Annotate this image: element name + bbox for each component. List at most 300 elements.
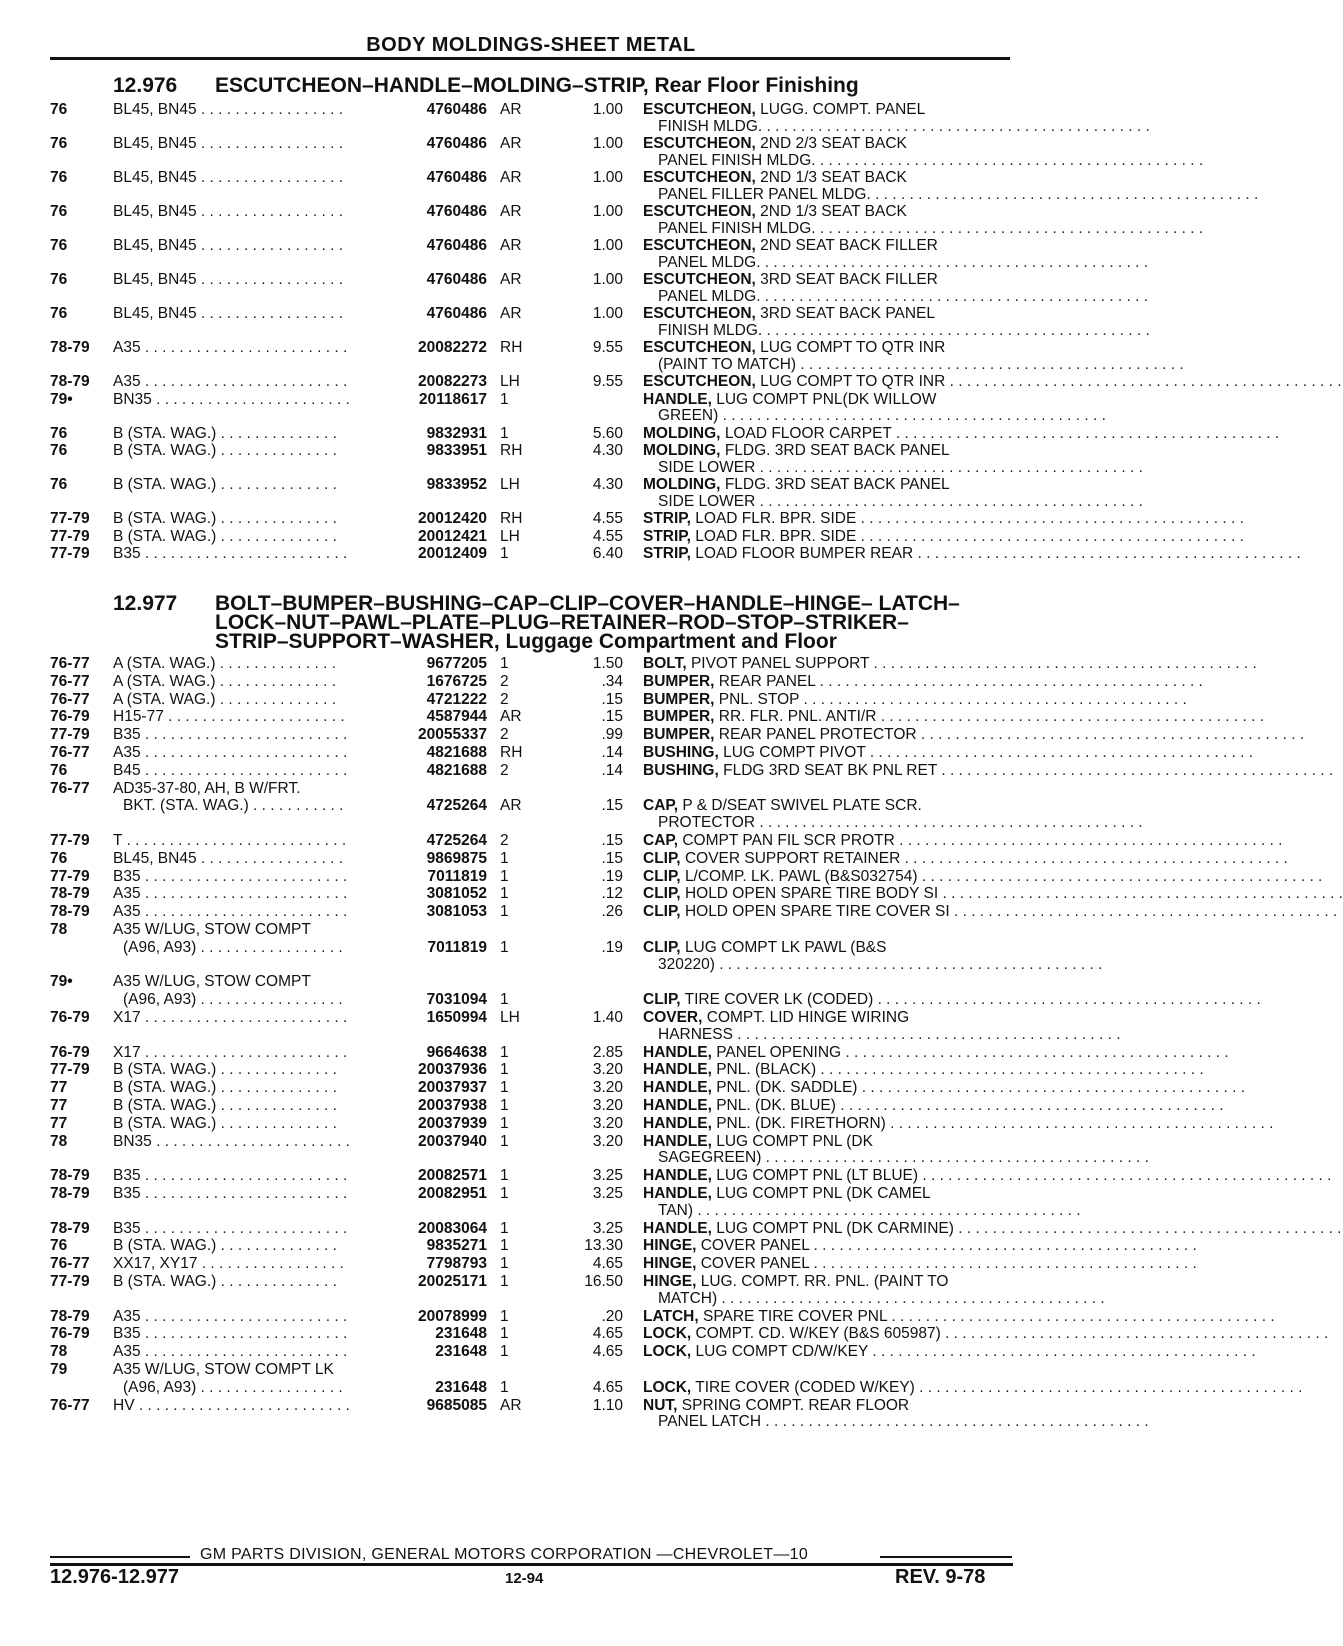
quantity: 2: [500, 690, 509, 708]
table-row: [0, 1185, 1280, 1203]
model-cell: [113, 885, 347, 903]
quantity: AR: [500, 271, 522, 288]
table-row-continuation: [0, 186, 1280, 204]
quantity: 1: [500, 545, 509, 562]
model-text: A35: [113, 903, 141, 921]
item-desc: 3RD SEAT BACK FILLER: [760, 271, 938, 288]
item-desc: LUG COMPT PNL (DK: [716, 1132, 873, 1150]
model-cell: [113, 1133, 350, 1151]
model-cell: [113, 203, 343, 221]
leader-dots: . . . . . . . . . . . . . . . . . . . . . . . .: [140, 1343, 348, 1361]
model-text: B (STA. WAG.): [113, 1097, 217, 1114]
quantity: 1: [500, 1167, 509, 1185]
item-desc: COMPT. CD. W/KEY (B&S 605987): [695, 1325, 941, 1343]
leader-dots: . . . . . . . . . . . . . . . . .: [196, 849, 344, 867]
item-name: CLIP,: [643, 938, 681, 956]
model-text: B45: [113, 761, 141, 779]
item-desc: PANEL OPENING: [716, 1043, 842, 1061]
leader-dots: . . . . . . . . . . . . . . . . . . . . . . . . . . . . . . . . . . . . . . . . . . . . .: [835, 1097, 1224, 1114]
leader-dots: . . . . . . . . . . . . . .: [216, 424, 337, 442]
leader-dots: . . . . . . . . . . . . . . . . . . . . . . . . .: [134, 1396, 350, 1414]
leader-dots: . . . . . . . . . . . . . . . . .: [196, 271, 344, 288]
footer-publisher: GM PARTS DIVISION, GENERAL MOTORS CORPORATION —CHEVROLET—10: [200, 1546, 809, 1563]
model-cell: [113, 1397, 350, 1415]
item-desc: 3RD SEAT BACK PANEL: [760, 305, 936, 322]
description-continuation: [658, 117, 1150, 136]
continuation-text: (PAINT TO MATCH): [658, 355, 797, 373]
table-row: [0, 1061, 1280, 1079]
item-name: STRIP,: [643, 545, 691, 562]
description: [643, 1255, 1197, 1273]
continuation-text: PROTECTOR: [658, 814, 756, 832]
leader-dots: . . . . . . . . . . . . . . . . .: [196, 1378, 343, 1396]
leader-dots: . . . . . . . . . . . . . . . . . . . . . . .: [151, 1132, 350, 1150]
part-number: 231648: [435, 1343, 487, 1361]
year-cell: 79: [50, 1361, 68, 1378]
table-row: [0, 169, 1280, 187]
model-cell: [113, 101, 343, 119]
table-row-continuation: [0, 220, 1280, 238]
table-row: [0, 373, 1342, 391]
item-name: BOLT,: [643, 655, 687, 672]
year-cell: 76-79: [50, 708, 90, 726]
price: 1.00: [592, 135, 623, 152]
table-row: [0, 1167, 1332, 1185]
year-cell: 78: [50, 1343, 68, 1361]
table-row: [0, 726, 1305, 744]
price: 1.00: [592, 271, 623, 288]
leader-dots: . . . . . . . . . . . . . .: [216, 527, 337, 545]
price: 6.40: [592, 545, 623, 562]
item-name: CAP,: [643, 832, 679, 849]
continuation-text: PANEL FILLER PANEL MLDG.: [658, 185, 871, 203]
quantity: 1: [500, 1325, 509, 1343]
section-976-number: 12.976: [113, 74, 178, 97]
leader-dots: . . . . . . . . . . . . . . . . . . . . . . . . . . . . . . . . . . . . . . . . . . . . .: [693, 1201, 1081, 1219]
year-cell: 76: [50, 761, 68, 779]
item-name: ESCUTCHEON,: [643, 135, 756, 152]
model-cell: [113, 510, 337, 528]
price: 3.20: [592, 1132, 623, 1150]
description: [643, 708, 1264, 726]
price: 2.85: [592, 1043, 623, 1061]
table-row: [0, 939, 1280, 957]
model-text: B (STA. WAG.): [113, 1273, 217, 1290]
table-row: [0, 673, 1280, 691]
year-cell: 77-79: [50, 726, 90, 744]
description: [643, 373, 1342, 391]
continuation-text: HARNESS: [658, 1025, 733, 1043]
model-text: BL45, BN45: [113, 271, 197, 288]
model-cell: [113, 1185, 347, 1203]
description: [643, 1133, 1008, 1151]
year-cell: 76: [50, 135, 68, 152]
item-name: HANDLE,: [643, 1167, 712, 1185]
price: 9.55: [592, 339, 623, 356]
quantity: AR: [500, 797, 522, 815]
continuation-text: FINISH MLDG.: [658, 321, 763, 339]
price: .34: [601, 672, 623, 690]
price: 4.65: [592, 1378, 623, 1396]
table-row: [0, 339, 1280, 357]
section-977-title-line-1: BOLT–BUMPER–BUSHING–CAP–CLIP–COVER–HANDLE–HINGE– LATCH–: [215, 592, 960, 615]
price: 1.00: [592, 305, 623, 322]
item-name: CLIP,: [643, 903, 681, 921]
leader-dots: . . . . . . . . . . . . . . . . . . . . . . . . . . . . . . . . . . . . . . . . . . . . .: [809, 1237, 1197, 1255]
leader-dots: . . . . . . . . . . . . . . . . . . . . . . . . . . . . . . . . . . . . . . . . . . . . .: [760, 287, 1149, 305]
item-name: LATCH,: [643, 1307, 699, 1325]
item-name: LOCK,: [643, 1378, 692, 1396]
table-row-continuation: [0, 152, 1280, 170]
model-text: BN35: [113, 390, 152, 408]
continuation-text: SIDE LOWER: [658, 492, 756, 510]
price: 1.00: [592, 203, 623, 220]
table-row: [0, 691, 1280, 709]
item-desc: L/COMP. LK. PAWL (B&S032754) . .: [684, 867, 935, 885]
leader-dots: . . . . . . . . . . . . . . . . .: [196, 135, 344, 152]
part-number: 4821688: [426, 761, 487, 779]
price: 1.10: [592, 1396, 623, 1414]
leader-dots: . . . . . . . . . . . . . . . . . . . . . . . . . . . . . . . . . . . . . . . . . . . . .: [891, 424, 1280, 442]
year-cell: 78-79: [50, 1307, 90, 1325]
leader-dots: . . . . . . . . . . . . . . . . . . . . . . . .: [140, 373, 348, 390]
model-text: BL45, BN45: [113, 169, 197, 186]
leader-dots: . . . . . . . . . . . . . . . . . . . . . . . . . . . . . . . . . . . . . . . . . . . . .: [955, 885, 1343, 903]
table-row-continuation: [0, 493, 1280, 511]
item-desc: PNL. (BLACK): [716, 1061, 817, 1079]
item-desc: TIRE COVER (CODED W/KEY): [695, 1378, 915, 1396]
description: [643, 1378, 1303, 1397]
price: 3.25: [592, 1185, 623, 1202]
leader-dots: . . . . . . . . . . . . . . . . . . . . . . . .: [140, 867, 348, 885]
description: [643, 672, 1203, 691]
quantity: RH: [500, 510, 523, 527]
model-cell: [113, 425, 337, 443]
item-desc: REAR PANEL: [718, 672, 816, 690]
description-continuation: [658, 1149, 1149, 1167]
part-number: 231648: [435, 1378, 487, 1396]
table-row-continuation: [0, 1290, 1280, 1308]
table-row: [0, 545, 1301, 563]
item-name: HANDLE,: [643, 1132, 712, 1150]
model-text: A35 W/LUG, STOW COMPT: [113, 921, 311, 938]
item-name: CLIP,: [643, 991, 681, 1009]
description: [643, 1079, 1246, 1097]
item-desc: LOAD FLR. BPR. SIDE: [695, 510, 857, 527]
leader-dots: . . . . . . . . . . . . . . . . . . . . . . . .: [140, 1219, 348, 1237]
quantity: 1: [500, 1097, 509, 1114]
model-text: X17: [113, 1009, 141, 1026]
part-number: 7011819: [427, 938, 487, 956]
section-977-title-line-2: LOCK–NUT–PAWL–PLATE–PLUG–RETAINER–ROD–STOP–STRIKER–: [215, 611, 909, 634]
model-cell: [113, 673, 336, 691]
item-desc: LUG COMPT LK PAWL (B&S: [684, 938, 887, 956]
model-cell: [113, 1325, 347, 1343]
model-cell: [113, 271, 343, 289]
model-cell: [113, 780, 301, 798]
description: [643, 424, 1280, 443]
leader-dots: . . . . . . . . . . . . . . . . . . . . . . . . . . . . . . . . . . . . . . . . . . . . .: [953, 373, 1342, 390]
section-977-title-line-3: STRIP–SUPPORT–WASHER, Luggage Compartment and Floor: [215, 630, 837, 653]
table-row: [0, 849, 1288, 868]
leader-dots: . . . . . . . . . . . . . .: [216, 1273, 337, 1290]
item-desc: LUG COMPT CD/W/KEY: [695, 1343, 869, 1361]
model-cell: [113, 1115, 337, 1133]
quantity: 1: [500, 1114, 509, 1132]
item-desc: FLDG 3RD SEAT BK PNL RET .: [723, 761, 946, 779]
leader-dots: . . . . . . . . . . . . . . . . .: [196, 938, 343, 956]
year-cell: 77-79: [50, 867, 90, 885]
model-text: A35: [113, 1343, 141, 1361]
part-number: 7798793: [426, 1255, 487, 1273]
part-number: 231648: [435, 1325, 487, 1343]
item-desc: LUG COMPT PNL (DK CARMINE): [716, 1219, 954, 1237]
item-name: MOLDING,: [643, 476, 721, 493]
leader-dots: . . . . . . . . . . . . . . . . . . . . . . . .: [140, 1167, 348, 1185]
item-name: CLIP,: [643, 849, 681, 867]
item-name: NUT,: [643, 1396, 678, 1414]
year-cell: 78: [50, 921, 68, 938]
item-name: LOCK,: [643, 1325, 692, 1343]
item-name: ESCUTCHEON,: [643, 305, 756, 322]
leader-dots: . . . . . . . . . . . . . . . . . . . . . . . . . . . . . . . . . . . . . . . . . . . . .: [717, 1289, 1105, 1307]
leader-dots: . . . . . . . . . . . . . . . . . . . . . . . .: [140, 1043, 348, 1061]
table-row: [0, 1009, 1280, 1027]
table-row: [0, 1273, 1280, 1291]
description: [643, 1219, 1342, 1238]
leader-dots: . . . . . . . . . . . . . .: [216, 1061, 337, 1079]
year-cell: 76: [50, 305, 68, 322]
item-name: COVER,: [643, 1009, 703, 1026]
description: [643, 690, 1187, 709]
part-number: 4725264: [426, 832, 487, 849]
model-text: AD35-37-80, AH, B W/FRT.: [113, 779, 301, 797]
leader-dots: . . . . . . . . . . . . . . . . . . . . . . . .: [140, 1009, 348, 1026]
part-number: 4821688: [426, 744, 487, 761]
part-number: 20082273: [418, 373, 487, 390]
model-cell: [113, 237, 343, 255]
item-desc: LUG COMPT PIVOT: [723, 744, 866, 761]
part-number: 9677205: [426, 655, 487, 672]
table-row-continuation: [0, 407, 1280, 425]
table-row: [0, 1397, 1280, 1415]
leader-dots: . . . . . . . . . . . . . . . . .: [196, 305, 344, 322]
part-number: 4760486: [426, 169, 487, 186]
table-row: [0, 744, 1280, 762]
model-cell: [113, 1044, 347, 1062]
model-cell: [113, 762, 347, 780]
leader-dots: . . . . . . . . . . . . . . . . . . . . . . . .: [140, 1185, 348, 1202]
leader-dots: . . . . . . . . . . . . . . . . . . . . . . . . . . . . . . . . . . . . . . . . . . . . .: [876, 708, 1264, 726]
table-row: [0, 885, 1343, 903]
quantity: 1: [500, 1307, 509, 1325]
description: [643, 101, 1008, 119]
price: .14: [601, 761, 623, 779]
quantity: 1: [500, 1255, 509, 1273]
model-cell: [113, 726, 347, 744]
quantity: 1: [500, 885, 509, 903]
description: [643, 1009, 1008, 1027]
year-cell: 77-79: [50, 545, 90, 562]
table-row: [0, 1079, 1280, 1097]
year-cell: 77-79: [50, 527, 90, 545]
continuation-text: SAGEGREEN): [658, 1149, 762, 1167]
quantity: 1: [500, 991, 509, 1009]
model-text: HV: [113, 1396, 135, 1414]
price: 1.00: [592, 101, 623, 118]
table-row: [0, 271, 1280, 289]
price: 3.20: [592, 1079, 623, 1097]
model-text: A35: [113, 885, 141, 903]
price: 5.60: [592, 424, 623, 442]
item-desc: COMPT PAN FIL SCR PROTR: [682, 832, 895, 849]
quantity: 1: [500, 1219, 509, 1237]
leader-dots: . . . . . . . . . . . . . . . . . . . . . . . .: [140, 761, 348, 779]
model-cell: [113, 339, 347, 357]
quantity: 1: [500, 424, 509, 442]
item-name: CLIP,: [643, 867, 681, 885]
model-cell: [113, 921, 311, 939]
model-cell: [123, 797, 343, 815]
leader-dots: . . . . . . . . . . . . . . . . . . . . . . . . . . . . . . . . . . . . . . . . . . . . .: [718, 407, 1106, 424]
model-text: BL45, BN45: [113, 849, 197, 867]
description-continuation: [658, 1289, 1105, 1308]
leader-dots: . . . . . . . . . . . . . . . . . . . . . . . . . . . . . . . . . . . . . . . . . . . . .: [732, 1025, 1121, 1043]
description: [643, 510, 1244, 528]
model-cell: [113, 1343, 347, 1361]
item-name: HANDLE,: [643, 1061, 712, 1079]
year-cell: 76-77: [50, 779, 90, 797]
year-cell: 76: [50, 271, 68, 288]
year-cell: 78-79: [50, 903, 90, 921]
part-number: 20037939: [418, 1114, 487, 1132]
year-cell: 76: [50, 101, 68, 118]
continuation-text: PANEL FINISH MLDG.: [658, 151, 816, 169]
price: 3.20: [592, 1114, 623, 1132]
quantity: 2: [500, 761, 509, 779]
item-desc: 2ND 1/3 SEAT BACK: [760, 169, 907, 186]
model-text: A35 W/LUG, STOW COMPT: [113, 973, 311, 991]
price: 13.30: [584, 1237, 623, 1255]
leader-dots: . . . . . . . . . . . . . .: [215, 655, 337, 672]
year-cell: 77-79: [50, 1061, 90, 1079]
leader-dots: . . . . . . . . . . . . . .: [216, 1114, 337, 1132]
footer-section-range: 12.976-12.977: [50, 1566, 180, 1588]
price: .12: [601, 885, 623, 903]
table-row-continuation: [0, 118, 1280, 136]
item-name: HANDLE,: [643, 390, 712, 408]
table-row-continuation: [0, 1413, 1280, 1431]
price: .15: [601, 849, 623, 867]
description: [643, 1325, 1329, 1343]
part-number: 20082571: [418, 1167, 487, 1185]
item-name: HINGE,: [643, 1255, 697, 1273]
part-number: 1676725: [426, 672, 487, 690]
table-row: [0, 510, 1280, 528]
quantity: 1: [500, 655, 509, 672]
table-row: [0, 237, 1280, 255]
part-number: 4760486: [426, 203, 487, 220]
year-cell: 77-79: [50, 832, 90, 849]
quantity: RH: [500, 339, 523, 356]
continuation-text: PANEL MLDG.: [658, 287, 761, 305]
item-desc: SPRING COMPT. REAR FLOOR: [681, 1396, 910, 1414]
quantity: LH: [500, 527, 520, 545]
price: 4.30: [592, 442, 623, 459]
leader-dots: . . . . . . . . . . . . . .: [216, 1079, 337, 1097]
model-cell: [113, 1061, 337, 1079]
description: [643, 1061, 1204, 1079]
model-cell: [113, 1273, 337, 1291]
part-number: 9833952: [426, 476, 487, 493]
price: 3.20: [592, 1097, 623, 1114]
leader-dots: . . . . . . . . . . . . . . . . . . . . . . . . . . . . . . . . . . . . . . . . . . . . .: [865, 744, 1254, 761]
leader-dots: . . . . . . . . . . . . . . . . . . . . . . . . . . . . . . . . . . . . . . . . . . . . .: [755, 814, 1143, 832]
price: 3.25: [592, 1167, 623, 1185]
item-desc: 2ND 1/3 SEAT BACK: [760, 203, 907, 220]
table-row: [0, 1219, 1342, 1238]
table-row-continuation: [0, 956, 1280, 974]
leader-dots: . . . . . . . . . . . . . .: [215, 672, 337, 690]
model-cell: [113, 1361, 334, 1379]
quantity: 1: [500, 867, 509, 885]
item-name: BUSHING,: [643, 744, 719, 761]
description-continuation: [658, 1025, 1121, 1044]
description: [643, 203, 1008, 221]
leader-dots: . . . . . . . . . . . . . . . . . . . . . . . . . . . . . . . . . . . . . . . . . . . . .: [885, 1114, 1274, 1132]
model-text: A35: [113, 373, 141, 390]
model-text: (A96, A93): [123, 1378, 197, 1396]
price: 4.30: [592, 476, 623, 493]
price: .15: [601, 690, 623, 708]
leader-dots: . . . . . . . . . . . . . . . . . . . . . . . . . . . . . . . . . . . . . . . . . . . . .: [900, 849, 1288, 867]
item-desc: PNL. (DK. SADDLE): [716, 1079, 858, 1097]
description: [643, 991, 1261, 1009]
price: 3.20: [592, 1061, 623, 1079]
model-cell: [113, 744, 347, 762]
quantity: 1: [500, 849, 509, 867]
leader-dots: . . . . . . . . . . . . . . . . . . . . . . . . . . . . . . . . . . . . . . . . . . . . .: [761, 1413, 1149, 1431]
quantity: AR: [500, 237, 522, 254]
table-row: [0, 476, 1280, 494]
model-text: BL45, BN45: [113, 135, 197, 152]
table-row: [0, 1097, 1280, 1115]
continuation-text: GREEN): [658, 407, 719, 424]
item-desc: LUG. COMPT. RR. PNL. (PAINT TO: [700, 1273, 949, 1290]
description-continuation: [658, 1413, 1149, 1431]
year-cell: 76: [50, 476, 68, 493]
year-cell: 76: [50, 1237, 68, 1255]
item-name: ESCUTCHEON,: [643, 237, 756, 254]
item-desc: PIVOT PANEL SUPPORT: [690, 655, 870, 672]
item-name: ESCUTCHEON,: [643, 169, 756, 186]
description: [643, 1167, 1332, 1185]
model-cell: [113, 545, 347, 563]
item-name: HANDLE,: [643, 1185, 712, 1202]
item-desc: LOAD FLOOR CARPET: [724, 424, 892, 442]
description: [643, 832, 1283, 850]
description: [643, 442, 1008, 460]
model-cell: [113, 169, 343, 187]
table-row-continuation: [0, 1202, 1280, 1220]
model-text: X17: [113, 1043, 141, 1061]
item-desc: COVER PANEL: [700, 1255, 810, 1273]
model-text: (A96, A93): [123, 991, 197, 1009]
model-cell: [113, 1220, 347, 1238]
model-text: A35: [113, 744, 141, 761]
description-continuation: [658, 355, 1184, 374]
part-number: 9832931: [426, 424, 487, 442]
